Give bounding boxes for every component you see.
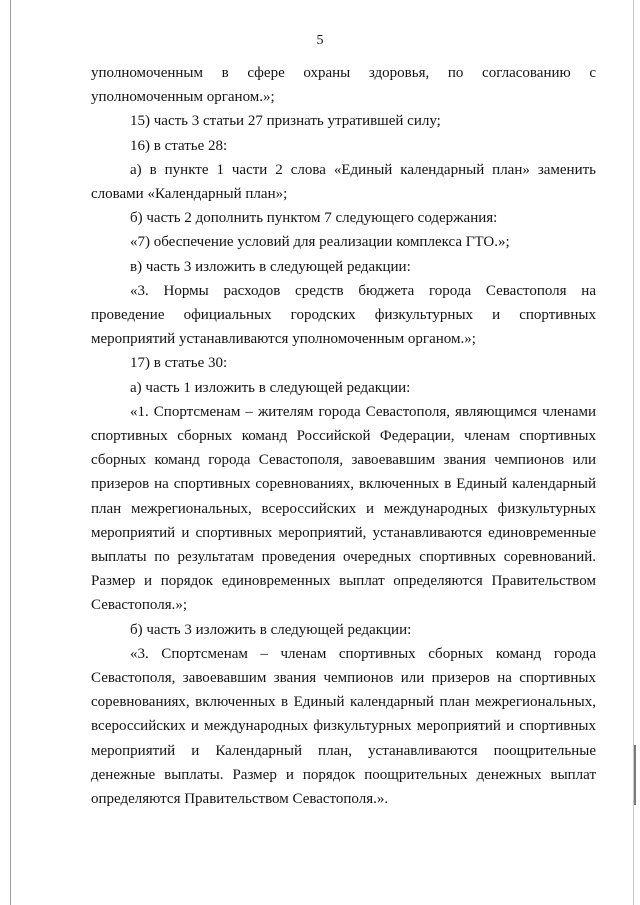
paragraph-16b: б) часть 2 дополнить пунктом 7 следующего содержания:: [130, 210, 498, 227]
paragraph-item-15: 15) часть 3 статьи 27 признать утратившей силу;: [130, 113, 441, 130]
paragraph-item-16: 16) в статье 28:: [130, 137, 228, 154]
paragraph-16a-line1: а) в пункте 1 части 2 слова «Единый календарный план» заменить: [130, 161, 596, 178]
paragraph-continuation-line2: уполномоченным органом.»;: [91, 89, 275, 106]
paragraph-17a-quote: «1. Спортсменам – жителям города Севастополя, являющимся членами спортивных сборных команд Российской Федерации, членам спортивных сборных команд города Севастополя, завоевавшим звания чемпионов или призеров на спортивных соревнованиях, включенных в Единый календарный план межрегиональных, всероссийских и международных физкультурных мероприятий и спортивных мероприятий, устанавливаются единовременные выплаты по результатам проведения очередных спортивных соревнований. Размер и порядок единовременных выплат определяются Правительством Севастополя.»;: [91, 403, 596, 614]
paragraph-16a-line2: словами «Календарный план»;: [91, 186, 288, 203]
document-body: [91, 61, 596, 811]
paragraph-17a: а) часть 1 изложить в следующей редакции:: [130, 379, 411, 396]
paragraph-continuation-line1: уполномоченным в сфере охраны здоровья, по согласованию с: [91, 65, 596, 81]
paragraph-16v: в) часть 3 изложить в следующей редакции:: [130, 258, 411, 275]
paragraph-17b-quote: «3. Спортсменам – членам спортивных сборных команд города Севастополя, завоевавшим звания чемпионов или призеров на спортивных соревнованиях, включенных в Единый календарный план межрегиональных, всероссийских и международных физкультурных мероприятий и спортивных мероприятий и Календарный план, устанавливаются поощрительные денежные выплаты. Размер и порядок поощрительных денежных выплат определяются Правительством Севастополя.».: [91, 645, 596, 808]
paragraph-16v-quote: «3. Нормы расходов средств бюджета города Севастополя на проведение официальных городских физкультурных и спортивных мероприятий устанавливаются уполномоченным органом.»;: [91, 282, 596, 348]
paragraph-17b: б) часть 3 изложить в следующей редакции:: [130, 621, 412, 638]
scan-edge-left: [10, 0, 11, 905]
paragraph-16b-quote: «7) обеспечение условий для реализации комплекса ГТО.»;: [130, 234, 510, 251]
page-number: 5: [316, 33, 324, 48]
scan-mark: [634, 745, 636, 805]
paragraph-item-17: 17) в статье 30:: [130, 355, 228, 372]
